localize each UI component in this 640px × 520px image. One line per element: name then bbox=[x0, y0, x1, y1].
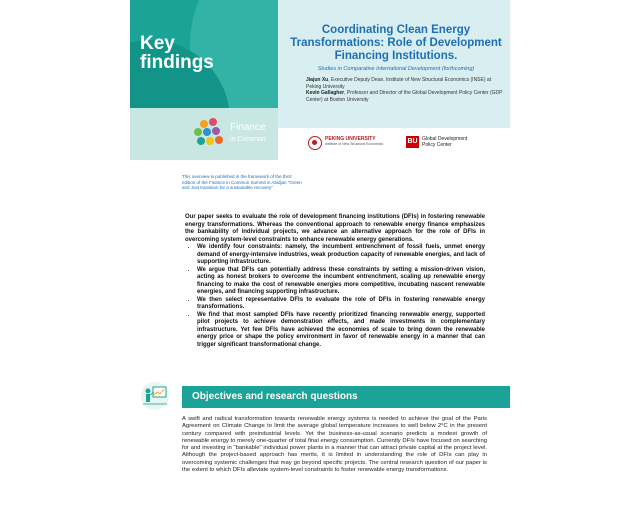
gdp-line-1: Global Development bbox=[422, 136, 468, 142]
pku-emblem-icon bbox=[308, 136, 322, 150]
summary-bullets bbox=[185, 244, 485, 349]
partner-logos bbox=[278, 128, 510, 160]
key-findings-title bbox=[140, 33, 214, 73]
title-panel bbox=[278, 0, 510, 128]
in-common-label: in Common bbox=[230, 136, 266, 143]
finance-in-common-dots-icon bbox=[192, 118, 226, 152]
author-1-role: , Executive Deputy Dean, Institute of New Structural Economics (INSE) at Peking University bbox=[306, 77, 492, 90]
author-2 bbox=[306, 90, 506, 103]
document-page bbox=[130, 0, 510, 520]
framework-note: This overview is published in the framework of the third edition of the Finance in Common Summit in Abidjan "Green and Just transition for a sustainable recovery" bbox=[182, 174, 302, 190]
summary-bullet: • We argue that DFIs can potentially address these constraints by setting a mission-driven vision, acting as honest brokers to overcome the incumbent entrenchment, scaling up renewable energy financing to make the cost of renewable energies more competitive, incubating nascent renewable energies, and financing supporting infrastructure. bbox=[197, 267, 485, 297]
author-1 bbox=[306, 77, 506, 90]
section-body: A swift and radical transformation towards renewable energy systems is needed to achieve the goal of the Paris Agreement on Climate Change to limit the average global temperature increases to well below 2°C in the present century compared with preindustrial levels. Yet the business-as-usual scenario predicts a modest growth of renewable energy to merely one-quarter of total final energy consumption. Currently DFIs have focused on searching for and investing in "bankable" individual power plants in a manner that can attract private capital at the project level. Although the project-based approach has merits, it is limited in understanding the role of DFIs can play in overcoming systemic challenges that may go beyond specific projects. The central research question of our paper is the extent to which DFIs alleviate system-level constraints to foster renewable energy transformations. bbox=[182, 416, 487, 474]
key-findings-label: Key findings bbox=[140, 33, 214, 73]
section-header-bar bbox=[182, 386, 510, 408]
gdp-line-2: Policy Center bbox=[422, 142, 452, 148]
summary-bullet: • We identify four constraints: namely, the incumbent entrenchment of fossil fuels, unmet energy demand of energy-intensive industries, weak production capacity of renewable energies, and lack of supporting infrastructure. bbox=[197, 244, 485, 267]
finance-in-common-logo bbox=[130, 108, 278, 160]
summary-bullet: • We then select representative DFIs to evaluate the role of DFIs in fostering renewable energy transformations. bbox=[197, 297, 485, 312]
bu-logo-icon: BU bbox=[406, 136, 419, 148]
finance-label: Finance bbox=[230, 122, 266, 133]
summary-intro: Our paper seeks to evaluate the role of development financing institutions (DFIs) in fostering renewable energy transformations. Whereas the conventional approach to renewable energy finance emphasizes the bankability of individual projects, we advance an alternative approach for the role of DFIs in overcoming system-level constraints to enhance renewable energy generations. bbox=[185, 214, 485, 243]
pku-sub: Institute of New Structural Economics bbox=[325, 142, 384, 146]
pku-logo-text bbox=[325, 137, 383, 147]
authors bbox=[306, 77, 506, 103]
header bbox=[130, 0, 510, 160]
author-1-name: Jiajun Xu bbox=[306, 77, 329, 83]
presentation-chart-icon bbox=[140, 381, 170, 411]
pku-name: PEKING UNIVERSITY bbox=[325, 136, 376, 142]
document-subtitle: Studies in Comparative International Development (forthcoming) bbox=[317, 66, 475, 72]
author-2-role: , Professor and Director of the Global Development Policy Center (GDP Center) at Boston University bbox=[306, 90, 503, 103]
summary-bullet: • We find that most sampled DFIs have recently prioritized financing renewable energy, supported pilot projects to achieve demonstration effects, and made investments in complementary infrastructure. Yet few DFIs have achieved the economies of scale to bring down the renewable energy price or shape the policy environment in favor of renewable energy in a manner that can trigger significant transformational change. bbox=[197, 312, 485, 350]
summary-section bbox=[185, 214, 485, 349]
author-2-name: Kevin Gallagher bbox=[306, 90, 345, 96]
finance-in-common-label bbox=[230, 122, 266, 145]
gdp-center-logo-text bbox=[422, 136, 467, 148]
document-title: Coordinating Clean Energy Transformations: Role of Development Financing Institutions. bbox=[290, 24, 502, 62]
section-title: Objectives and research questions bbox=[192, 391, 358, 402]
key-findings-banner bbox=[130, 0, 278, 108]
